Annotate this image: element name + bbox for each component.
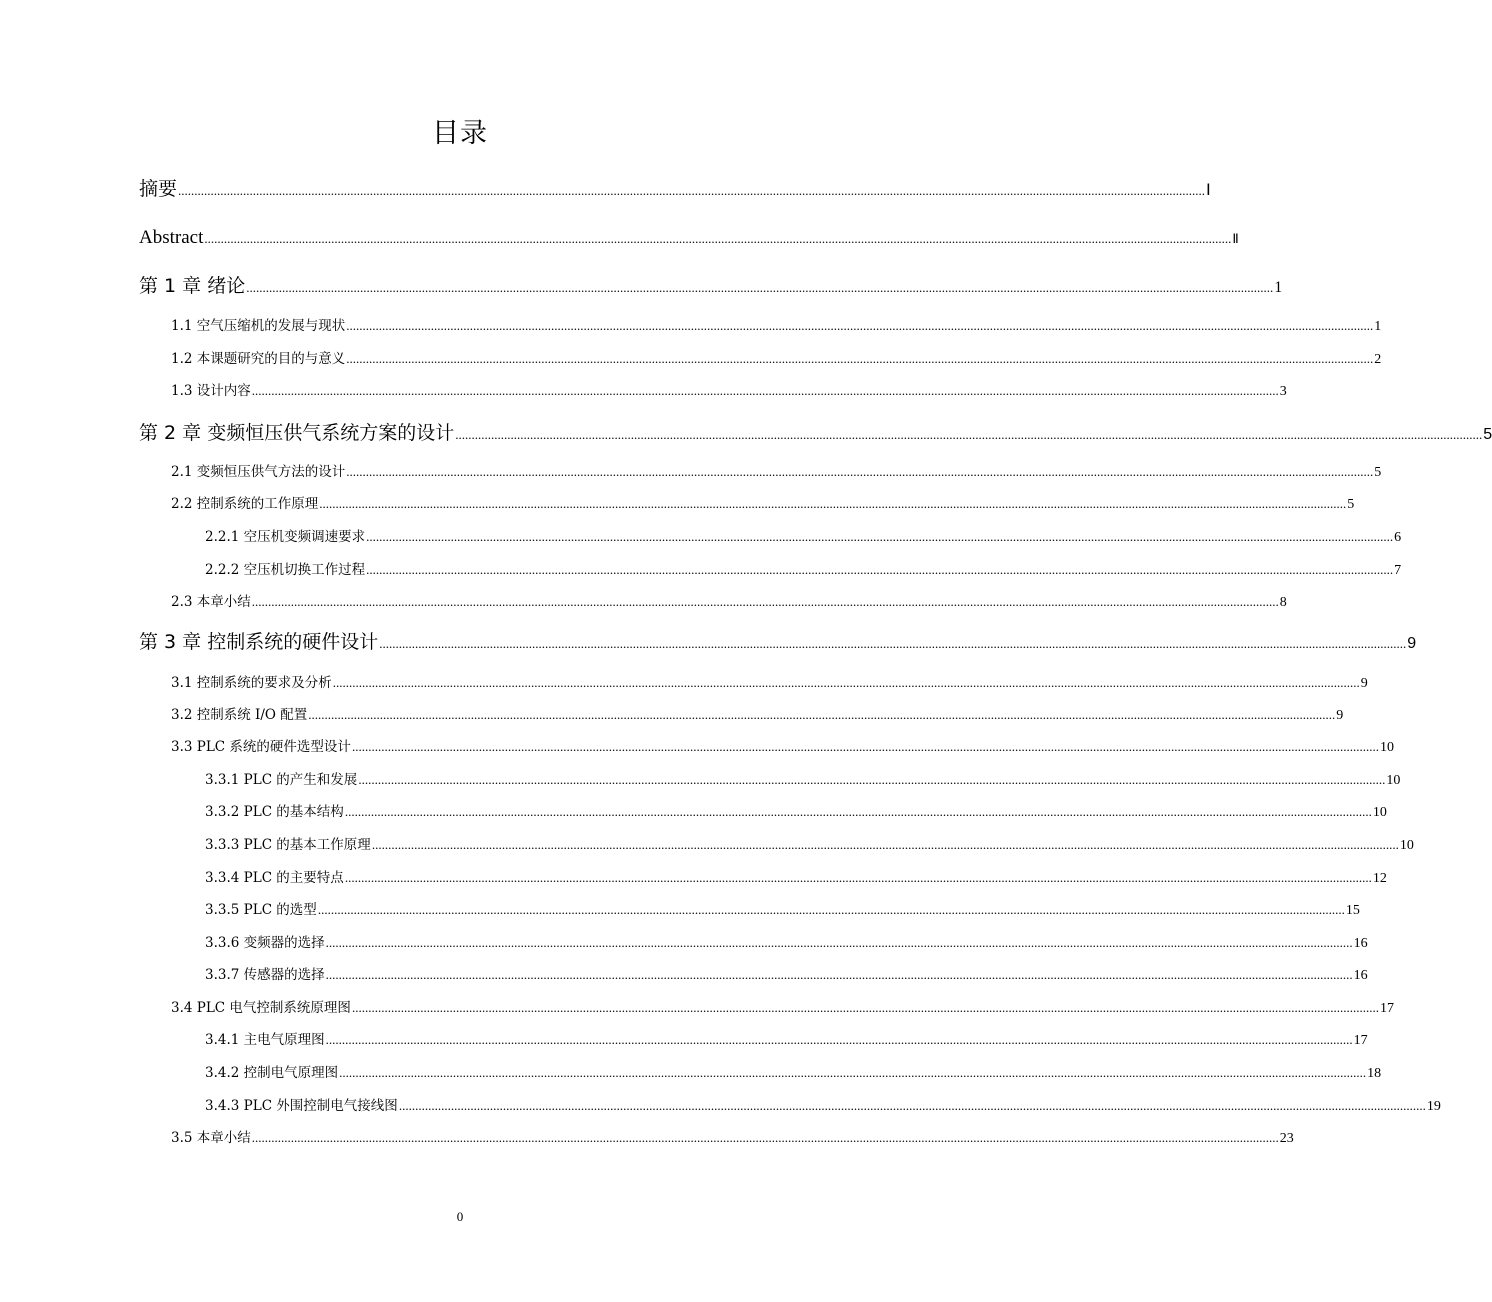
toc-entry-page: 8 <box>1279 595 1287 610</box>
toc-entry-3-3-5[interactable] <box>205 900 1360 921</box>
toc-entry-2-1[interactable] <box>171 462 1382 483</box>
toc-entry-label: 2.2.1 空压机变频调速要求 <box>205 529 366 545</box>
toc-leader-dots: ............................................................................................................................................................................................................................................................................................................................ <box>358 772 1386 787</box>
toc-entry-page: 1 <box>1374 319 1382 334</box>
footer-page-number: 0 <box>456 1209 464 1224</box>
toc-leader-dots: ............................................................................................................................................................................................................................................................................................................................ <box>308 707 1336 722</box>
toc-entry-page: 23 <box>1279 1131 1294 1146</box>
toc-leader-dots: ............................................................................................................................................................................................................................................................................................................................ <box>344 870 1372 885</box>
toc-entry-page: 7 <box>1394 563 1402 578</box>
toc-entry-2-2[interactable] <box>171 494 1355 515</box>
toc-entry-page: 9 <box>1360 676 1368 691</box>
toc-entry-page: 10 <box>1399 838 1414 853</box>
toc-leader-dots: ............................................................................................................................................................................................................................................................................................................................ <box>351 739 1379 754</box>
toc-leader-dots: ............................................................................................................................................................................................................................................................................................................................ <box>325 967 1353 982</box>
toc-entry-page: 10 <box>1379 740 1394 755</box>
toc-entry-label: 3.3.1 PLC 的产生和发展 <box>205 772 358 788</box>
toc-leader-dots: ............................................................................................................................................................................................................................................................................................................................ <box>371 837 1399 852</box>
toc-entry-3-4-2[interactable] <box>205 1063 1382 1084</box>
toc-leader-dots: ............................................................................................................................................................................................................................................................................................................................ <box>325 1032 1353 1047</box>
toc-entry-label: 3.3.2 PLC 的基本结构 <box>205 804 344 820</box>
toc-leader-dots: ............................................................................................................................................................................................................................................................................................................................ <box>366 529 1394 544</box>
toc-entry-page: 18 <box>1367 1066 1382 1081</box>
toc-entry-chapter-1[interactable] <box>139 273 1283 301</box>
toc-entry-page: 19 <box>1426 1099 1441 1114</box>
toc-leader-dots: ............................................................................................................................................................................................................................................................................................................................ <box>339 1065 1367 1080</box>
toc-entry-1-1[interactable] <box>171 316 1382 337</box>
toc-entry-page: 15 <box>1345 903 1360 918</box>
toc-entry-3-4-3[interactable] <box>205 1096 1441 1117</box>
toc-leader-dots: ............................................................................................................................................................................................................................................................................................................................ <box>366 562 1394 577</box>
toc-entry-3-3-3[interactable] <box>205 835 1414 856</box>
toc-entry-page: 5 <box>1483 426 1492 443</box>
toc-entry-2-2-2[interactable] <box>205 560 1402 581</box>
toc-entry-page: 10 <box>1386 773 1401 788</box>
toc-entry-page: 5 <box>1374 465 1382 480</box>
toc-entry-3-3-2[interactable] <box>205 802 1387 823</box>
toc-entry-label: 2.2 控制系统的工作原理 <box>171 496 319 512</box>
toc-entry-page: Ⅰ <box>1206 182 1211 199</box>
toc-entry-3-4[interactable] <box>171 998 1394 1019</box>
toc-entry-label: 1.2 本课题研究的目的与意义 <box>171 351 346 367</box>
toc-entry-label: 第 2 章 变频恒压供气系统方案的设计 <box>139 422 455 444</box>
toc-entry-page: 3 <box>1279 384 1287 399</box>
toc-entry-label: 第 3 章 控制系统的硬件设计 <box>139 631 379 653</box>
toc-entry-3-3[interactable] <box>171 737 1394 758</box>
toc-entry-3-3-4[interactable] <box>205 868 1387 889</box>
toc-entry-page: 2 <box>1374 352 1382 367</box>
toc-entry-abstract-en[interactable] <box>139 225 1239 252</box>
toc-entry-page: 10 <box>1372 805 1387 820</box>
toc-leader-dots: ............................................................................................................................................................................................................................................................................................................................ <box>317 902 1345 917</box>
toc-entry-page: 1 <box>1274 279 1283 296</box>
toc-leader-dots: ............................................................................................................................................................................................................................................................................................................................ <box>398 1098 1426 1113</box>
toc-entry-page: 9 <box>1336 708 1344 723</box>
toc-entry-label: 3.3.7 传感器的选择 <box>205 967 325 983</box>
toc-entry-3-3-7[interactable] <box>205 965 1368 986</box>
toc-entry-1-3[interactable] <box>171 381 1287 402</box>
toc-leader-dots: ............................................................................................................................................................................................................................................................................................................................ <box>204 231 1232 246</box>
toc-entry-label: 3.3.6 变频器的选择 <box>205 935 325 951</box>
toc-leader-dots: ............................................................................................................................................................................................................................................................................................................................ <box>346 464 1374 479</box>
toc-leader-dots: ............................................................................................................................................................................................................................................................................................................................ <box>344 804 1372 819</box>
toc-entry-label: 2.1 变频恒压供气方法的设计 <box>171 464 346 480</box>
toc-entry-label: 3.4 PLC 电气控制系统原理图 <box>171 1000 351 1016</box>
toc-leader-dots: ............................................................................................................................................................................................................................................................................................................................ <box>251 1130 1279 1145</box>
toc-entry-3-5[interactable] <box>171 1128 1294 1149</box>
toc-entry-label: 3.5 本章小结 <box>171 1130 251 1146</box>
toc-entry-label: 3.1 控制系统的要求及分析 <box>171 675 332 691</box>
toc-entry-page: 9 <box>1407 635 1417 652</box>
toc-entry-label: 3.4.1 主电气原理图 <box>205 1032 325 1048</box>
toc-entry-label: Abstract <box>139 227 204 248</box>
toc-entry-page: 16 <box>1353 936 1368 951</box>
toc-entry-3-4-1[interactable] <box>205 1030 1368 1051</box>
toc-entry-3-2[interactable] <box>171 705 1344 726</box>
toc-entry-chapter-3[interactable] <box>139 629 1417 657</box>
toc-entry-label: 摘要 <box>139 178 178 200</box>
toc-entry-page: Ⅱ <box>1232 231 1239 246</box>
toc-entry-3-3-1[interactable] <box>205 770 1401 791</box>
toc-entry-page: 5 <box>1347 497 1355 512</box>
toc-entry-label: 2.2.2 空压机切换工作过程 <box>205 562 366 578</box>
toc-entry-3-3-6[interactable] <box>205 933 1368 954</box>
toc-entry-2-2-1[interactable] <box>205 527 1402 548</box>
toc-entry-chapter-2[interactable] <box>139 420 1492 448</box>
toc-entry-label: 3.3.4 PLC 的主要特点 <box>205 870 344 886</box>
toc-entry-abstract-cn[interactable] <box>139 176 1211 204</box>
toc-leader-dots: ............................................................................................................................................................................................................................................................................................................................ <box>319 496 1347 511</box>
toc-leader-dots: ............................................................................................................................................................................................................................................................................................................................ <box>325 935 1353 950</box>
toc-leader-dots: ............................................................................................................................................................................................................................................................................................................................ <box>346 318 1374 333</box>
toc-leader-dots: ............................................................................................................................................................................................................................................................................................................................ <box>246 280 1274 295</box>
toc-entry-label: 3.3.5 PLC 的选型 <box>205 902 317 918</box>
toc-entry-page: 17 <box>1379 1001 1394 1016</box>
toc-entry-label: 1.3 设计内容 <box>171 383 251 399</box>
toc-entry-label: 3.2 控制系统 I/O 配置 <box>171 707 308 723</box>
toc-entry-label: 3.3 PLC 系统的硬件选型设计 <box>171 739 351 755</box>
toc-entry-1-2[interactable] <box>171 349 1382 370</box>
page-title: 目录 <box>432 118 488 149</box>
toc-entry-label: 3.4.2 控制电气原理图 <box>205 1065 339 1081</box>
toc-leader-dots: ............................................................................................................................................................................................................................................................................................................................ <box>379 636 1407 651</box>
toc-leader-dots: ............................................................................................................................................................................................................................................................................................................................ <box>178 183 1206 198</box>
toc-leader-dots: ............................................................................................................................................................................................................................................................................................................................ <box>251 594 1279 609</box>
toc-leader-dots: ............................................................................................................................................................................................................................................................................................................................ <box>455 427 1483 442</box>
toc-entry-2-3[interactable] <box>171 592 1287 613</box>
toc-leader-dots: ............................................................................................................................................................................................................................................................................................................................ <box>251 383 1279 398</box>
toc-entry-label: 1.1 空气压缩机的发展与现状 <box>171 318 346 334</box>
toc-entry-label: 3.4.3 PLC 外围控制电气接线图 <box>205 1098 398 1114</box>
toc-entry-label: 第 1 章 绪论 <box>139 275 246 297</box>
toc-entry-page: 16 <box>1353 968 1368 983</box>
toc-entry-page: 6 <box>1394 530 1402 545</box>
toc-entry-page: 12 <box>1372 871 1387 886</box>
toc-leader-dots: ............................................................................................................................................................................................................................................................................................................................ <box>332 675 1360 690</box>
toc-leader-dots: ............................................................................................................................................................................................................................................................................................................................ <box>346 351 1374 366</box>
toc-entry-page: 17 <box>1353 1033 1368 1048</box>
toc-leader-dots: ............................................................................................................................................................................................................................................................................................................................ <box>351 1000 1379 1015</box>
toc-entry-label: 2.3 本章小结 <box>171 594 251 610</box>
toc-entry-3-1[interactable] <box>171 673 1368 694</box>
toc-entry-label: 3.3.3 PLC 的基本工作原理 <box>205 837 371 853</box>
